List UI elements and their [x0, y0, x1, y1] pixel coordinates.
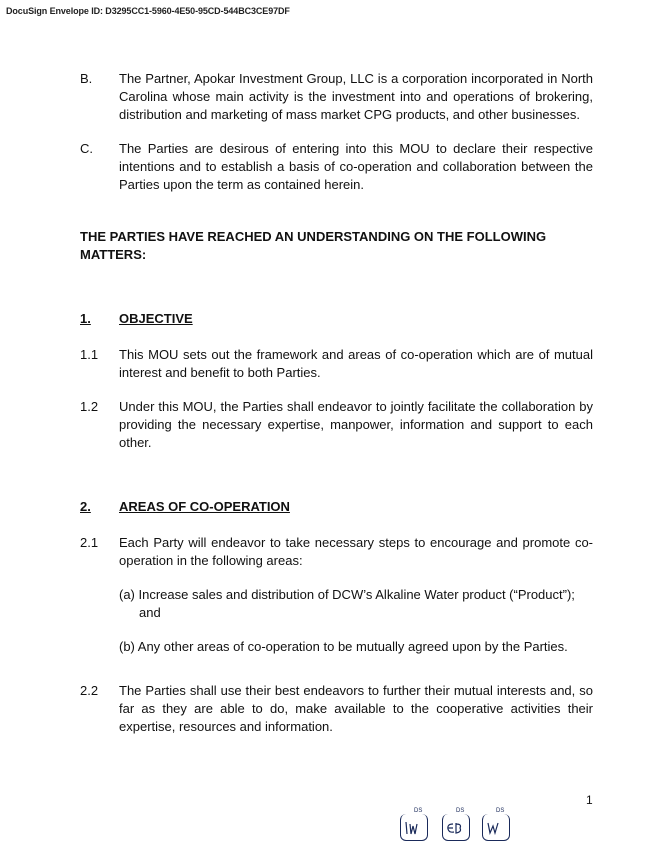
section-heading: AREAS OF CO-OPERATION — [119, 499, 290, 514]
clause-2-2 — [80, 682, 593, 736]
ds-tag: DS — [414, 808, 423, 814]
sub-item-a — [119, 586, 593, 622]
ds-tag: DS — [496, 808, 505, 814]
recital-text: The Partner, Apokar Investment Group, LLC is a corporation incorporated in North Carolina whose main activity is the investment into and operations of brokering, distribution and marketing of mass market CPG products, and other businesses. — [119, 71, 593, 122]
section-number: 1. — [80, 311, 91, 326]
initials-signature-icon — [444, 818, 466, 838]
initial-box[interactable] — [400, 808, 428, 842]
ds-tag: DS — [456, 808, 465, 814]
clause-text: The Parties shall use their best endeavors to further their mutual interests and, so far as they are able to do, make available to the cooperative activities their expertise, resources and information. — [119, 683, 593, 734]
recital-label: B. — [80, 71, 93, 86]
document-body — [80, 70, 593, 752]
initials-signature-icon — [484, 818, 506, 838]
section-2-title — [80, 498, 593, 516]
section-number: 2. — [80, 499, 91, 514]
initials-signature-icon — [402, 818, 424, 838]
docusign-envelope-id: DocuSign Envelope ID: D3295CC1-5960-4E50-95CD-544BC3CE97DF — [6, 6, 290, 16]
sub-item-text: (a) Increase sales and distribution of DCW’s Alkaline Water product (“Product”); — [119, 587, 575, 602]
section-heading: OBJECTIVE — [119, 311, 193, 326]
clause-2-1 — [80, 534, 593, 570]
clause-1-1 — [80, 346, 593, 382]
page-number: 1 — [586, 793, 593, 807]
clause-label: 2.1 — [80, 535, 99, 550]
recital-b — [80, 70, 593, 124]
initial-box[interactable] — [482, 808, 510, 842]
initial-box[interactable] — [442, 808, 470, 842]
recital-text: The Parties are desirous of entering into this MOU to declare their respective intentions and to establish a basis of co-operation and collaboration between the Parties upon the term as contained herein. — [119, 141, 593, 192]
agreement-heading: THE PARTIES HAVE REACHED AN UNDERSTANDING ON THE FOLLOWING MATTERS: — [80, 229, 547, 262]
clause-text: Each Party will endeavor to take necessary steps to encourage and promote co-operation in the following areas: — [119, 535, 593, 568]
recital-c — [80, 140, 593, 194]
clause-1-2 — [80, 398, 593, 452]
clause-label: 1.1 — [80, 347, 99, 362]
clause-text: Under this MOU, the Parties shall endeavor to jointly facilitate the collaboration by providing the necessary expertise, manpower, information and support to each other. — [119, 399, 593, 450]
section-1-title — [80, 310, 593, 328]
clause-label: 1.2 — [80, 399, 99, 414]
sub-item-b: (b) Any other areas of co-operation to be mutually agreed upon by the Parties. — [119, 639, 568, 654]
recital-label: C. — [80, 141, 93, 156]
clause-text: This MOU sets out the framework and areas of co-operation which are of mutual interest and benefit to both Parties. — [119, 347, 593, 380]
sub-item-continuation: and — [139, 605, 161, 620]
clause-label: 2.2 — [80, 683, 99, 698]
